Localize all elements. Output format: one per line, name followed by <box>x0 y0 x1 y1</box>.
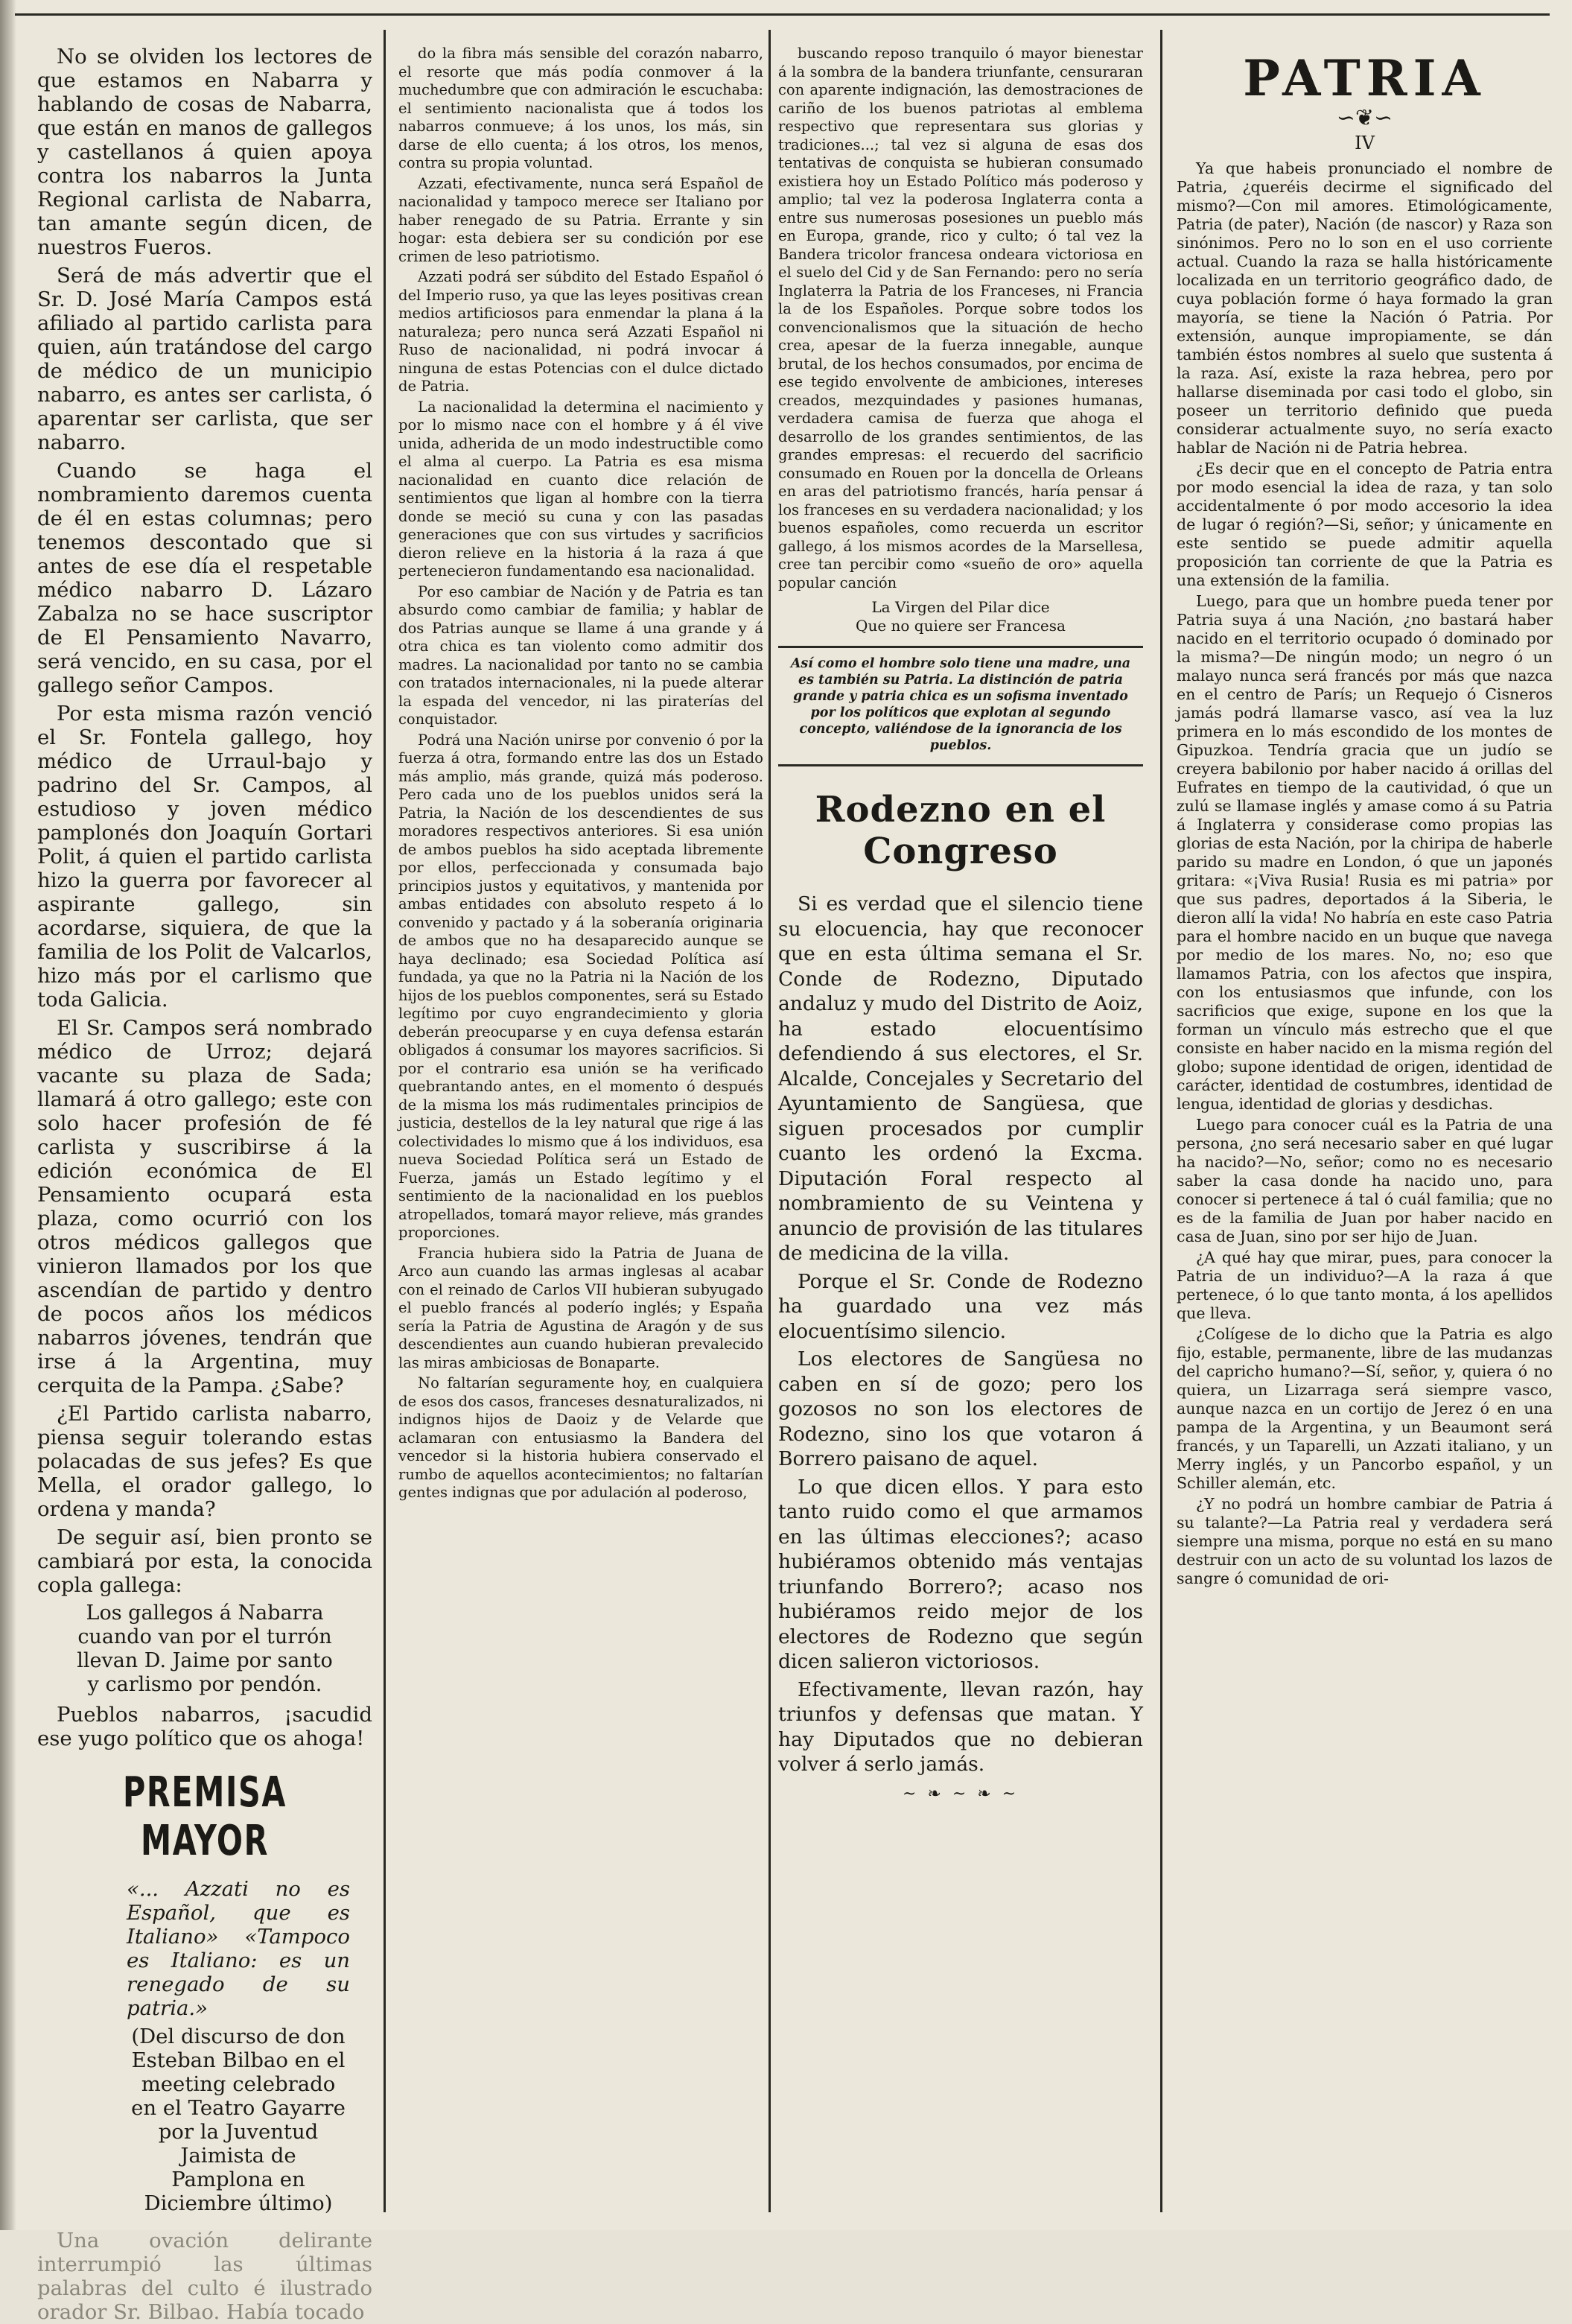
epigraph-quote: «... Azzati no es Español, que es Italiano» «Tampoco es Italiano: es un renegado de su patria.» <box>127 1877 350 2020</box>
col2-paragraph: Azzati podrá ser súbdito del Estado Español ó del Imperio ruso, ya que las leyes positivas crean medios artificiosos para enmendar la plana á la naturaleza; pero nunca será Azzati Español ni Ruso de nacionalidad, ni podrá invocar á ninguna de estas Potencias con el dulce dictado de Patria. <box>398 268 763 395</box>
rodezno-paragraph: Lo que dicen ellos. Y para esto tanto ruido como el que armamos en las últimas elecciones?; acaso hubiéramos obtenido más ventajas triunfando Borrero?; acaso nos hubiéramos reido mejor de los electores de Rodezno que según dicen salieron victoriosos. <box>778 1475 1143 1673</box>
copla-verse <box>37 1601 372 1697</box>
top-rule <box>15 13 1550 16</box>
rodezno-paragraph: Los electores de Sangüesa no caben en sí de gozo; pero los gozosos no son los electores de Rodezno, sino los que votaron á Borrero paisano de aquel. <box>778 1347 1143 1470</box>
col3-top-text <box>778 45 1143 635</box>
col4-paragraph: Ya que habeis pronunciado el nombre de Patria, ¿queréis decirme el significado del mismo?—Con mil amores. Etimológicamente, Patria (de pater), Nación (de nascor) y Raza son sinónimos. Pero no lo son en el uso corriente actual. Cuando la raza se halla históricamente localizada en un territorio geográfico dado, de cuya población forme ó haya formado la gran mayoría, se tiene la Nación ó Patria. Por extensión, aunque impropiamente, se dán también éstos nombres al suelo que sustenta á la raza. Así, existe la raza hebrea, pero por hallarse diseminada por casi todo el globo, sin poseer un territorio definido que pueda considerar actualmente suyo, no sería exacto hablar de Nación ni de Patria hebrea. <box>1177 159 1553 457</box>
quote-bottom-rule <box>778 764 1143 766</box>
col4-paragraph: ¿A qué hay que mirar, pues, para conocer la Patria de un individuo?—A la raza á que pertenece, ó lo que tanto monta, á los apellidos que lleva. <box>1177 1248 1553 1322</box>
epigraph <box>127 1877 350 2215</box>
rodezno-article <box>778 892 1143 1777</box>
col1-faded-paragraph: Una ovación delirante interrumpió las últimas palabras del culto é ilustrado orador Sr. Bilbao. Había tocado <box>37 2229 372 2324</box>
col2-paragraph: Por eso cambiar de Nación y de Patria es tan absurdo como cambiar de familia; y hablar de dos Patrias aunque se llame á una grande y á otra chica es tan violento como admitir dos madres. La nacionalidad por tanto no se cambia con tratados internacionales, ni la puede alterar la espada del vencedor, ni las piraterías del conquistador. <box>398 582 763 728</box>
verse-line: cuando van por el turrón <box>77 1625 332 1648</box>
premisa-mayor-headline: PREMISA MAYOR <box>122 1768 287 1865</box>
flourish-ornament: ∽❦∽ <box>1336 105 1393 131</box>
col4-paragraph: ¿Y no podrá un hombre cambiar de Patria á su talante?—La Patria real y verdadera será siempre una misma, porque no está en su mano destruir con un acto de su voluntad los lazos de sangre ó comunidad de ori- <box>1177 1495 1553 1587</box>
epigraph-source: (Del discurso de don Esteban Bilbao en el meeting celebrado en el Teatro Gayarre por la Juventud Jaimista de Pamplona en Diciembre último) <box>131 2025 346 2215</box>
col2-paragraph: La nacionalidad la determina el nacimiento y por lo mismo nace con el hombre y á él vive unida, adherida de un modo indestructible como el alma al cuerpo. La Patria es esa misma nacionalidad en cuanto dice relación de sentimientos que ligan al hombre con la tierra donde se meció su cuna y con las pasadas generaciones que con sus virtudes y sacrificios dieron relieve en la historia á la raza á que pertenecieron fundamentando esa nacionalidad. <box>398 398 763 580</box>
col2-paragraph: Podrá una Nación unirse por convenio ó por la fuerza á otra, formando entre las dos un Estado más amplio, más grande, quizá más poderoso. Pero cada uno de los pueblos unidos será la Patria, la Nación de los descendientes de sus moradores respectivos anteriores. Si esa unión de ambos pueblos ha sido aceptada libremente por ellos, perfeccionada y consumada bajo principios justos y equitativos, y mantenida por ambas entidades con absoluto respeto á lo convenido y pactado y á la soberanía originaria de ambos que no ha desaparecido aunque se haya declinado; esa Sociedad Política así fundada, ya que no la Patria ni la Nación de los hijos de los pueblos componentes, será su Estado legítimo por cuyo engrandecimiento y gloria deberán preocuparse y en cuya defensa estarán obligados á consumar los mayores sacrificios. Si por el contrario esa unión se ha verificado quebrantando antes, en el momento ó después de la misma los más rudimentales principios de justicia, destellos de la ley natural que rige á las colectividades lo mismo que á los individuos, esa nueva Sociedad Política será un Estado de Fuerza, jamás un Estado legítimo y el sentimiento de la nacionalidad en los pueblos atropellados, tomará mayor relieve, más grandes proporciones. <box>398 731 763 1241</box>
verse-line: La Virgen del Pilar dice <box>871 598 1050 616</box>
col1-closing: Pueblos nabarros, ¡sacudid ese yugo político que os ahoga! <box>37 1703 372 1750</box>
column-divider-3 <box>1160 30 1162 2212</box>
section-number: IV <box>1355 133 1375 153</box>
verse-line: Que no quiere ser Francesa <box>856 617 1066 635</box>
col1-paragraph: No se olviden los lectores de que estamos en Nabarra y hablando de cosas de Nabarra, que están en manos de gallegos y castellanos á quien apoya contra los nabarros la Junta Regional carlista de Nabarra, tan amante según dicen, de nuestros Fueros. <box>37 45 372 259</box>
rodezno-paragraph: Porque el Sr. Conde de Rodezno ha guardado una vez más elocuentísimo silencio. <box>778 1269 1143 1343</box>
rodezno-paragraph: Efectivamente, llevan razón, hay triunfos y defensas que matan. Y hay Diputados que no debieran volver á serlo jamás. <box>778 1677 1143 1776</box>
column-divider-1 <box>384 30 386 2212</box>
end-ornament: ~ ❧ ~ ❧ ~ <box>902 1784 1019 1803</box>
col2-paragraph: do la fibra más sensible del corazón nabarro, el resorte que más podía conmover á la muchedumbre que con admiración le escuchaba: el sentimiento nacionalista que á todos los nabarros conmueve; á los unos, los más, sin darse de ello cuenta; á los otros, los menos, contra su propia voluntad. <box>398 45 763 171</box>
verse-line: Los gallegos á Nabarra <box>86 1601 324 1625</box>
col1-paragraph: Será de más advertir que el Sr. D. José María Campos está afiliado al partido carlista para quien, aún tratándose del cargo de médico de un municipio nabarro, es antes ser carlista, ó aparentar ser carlista, que ser nabarro. <box>37 264 372 454</box>
rodezno-headline: Rodezno en el Congreso <box>815 789 1107 872</box>
column-4 <box>1177 45 1553 2227</box>
col1-paragraph: De seguir así, bien pronto se cambiará por esta, la conocida copla gallega: <box>37 1525 372 1597</box>
quote-top-rule <box>778 646 1143 648</box>
column-divider-2 <box>769 30 771 2212</box>
verse-line: llevan D. Jaime por santo <box>77 1649 333 1672</box>
col4-paragraph: Luego para conocer cuál es la Patria de una persona, ¿no será necesario saber en qué lugar ha nacido?—No, señor; como no es necesario saber la casa donde ha nacido uno, para conocer si pertenece á tal ó cuál familia; que no es de la familia de Juan por haber nacido en casa de Juan, sino por ser hijo de Juan. <box>1177 1116 1553 1245</box>
col3-paragraph: buscando reposo tranquilo ó mayor bienestar á la sombra de la bandera triunfante, censuraran con aparente indignación, las demostraciones de cariño de los buenos patriotas al emblema respectivo que representara sus glorias y tradiciones...; tal vez si alguna de esas dos tentativas de conquista se hubieran consumado existiera hoy un Estado Político más poderoso y amplio; tal vez la poderosa Inglaterra conta a entre sus numerosas posesiones un pueblo más en Europa, grande, rico y culto; ó tal vez la Bandera tricolor francesa ondeara victoriosa en el suelo del Cid y de San Fernando: pero no sería Inglaterra la Patria de los Franceses, ni Francia la de los Españoles. Porque sobre todos los convencionalismos que la situación de hecho crea, apesar de la fuerza innegable, aunque brutal, de los hechos consumados, por encima de ese tegido envolvente de ambiciones, intereses creados, mezquindades y pasiones humanas, verdadera camisa de fuerza que ahoga el desarrollo de los grandes sentimientos, de las grandes empresas: el recuerdo del sacrificio consumado en Rouen por la doncella de Orleans en aras del patriotismo francés, haría pensar á los franceses en su verdadera nacionalidad; y los buenos españoles, como recuerda un escritor gallego, á los mismos acordes de la Marsellesa, cree tan percibir como «sueño de oro» aquella popular canción <box>778 45 1143 591</box>
column-1 <box>37 45 372 2324</box>
col1-paragraph: Cuando se haga el nombramiento daremos cuenta de él en estas columnas; pero tenemos descontado que si antes de ese día el respetable médico nabarro D. Lázaro Zabalza no se hace suscriptor de El Pensamiento Navarro, será vencido, en su casa, por el gallego señor Campos. <box>37 459 372 697</box>
verse-line: y carlismo por pendón. <box>87 1673 322 1696</box>
column-2 <box>398 45 763 2220</box>
col2-paragraph: No faltarían seguramente hoy, en cualquiera de esos dos casos, franceses desnaturalizados, ni indignos hijos de Daoiz y de Velarde que aclamaran con entusiasmo la Bandera del vencedor si la historia hubiera conservado el rumbo de aquellos acontecimientos; no faltarían gentes indignas que por adulación al poderoso, <box>398 1374 763 1501</box>
col2-paragraph: Azzati, efectivamente, nunca será Español de nacionalidad y tampoco merece ser Italiano por haber renegado de su Patria. Errante y sin hogar: esta debiera ser su condición por ese crimen de leso patriotismo. <box>398 174 763 265</box>
col4-paragraph: ¿Colígese de lo dicho que la Patria es algo fijo, estable, permanente, libre de las mudanzas del capricho humano?—Sí, señor, y, quiera ó no quiera, un Lizarraga será siempre vasco, aunque nazca en un cortijo de Jerez ó en una pampa de la Argentina, y un Beaumont será francés, y un Taparelli, un Azzati italiano, y un Merry inglés, y un Pancorbo español, y un Schiller alemán, etc. <box>1177 1325 1553 1492</box>
col4-paragraph: ¿Es decir que en el concepto de Patria entra por modo esencial la idea de raza, y tan solo accidentalmente ó por modo accesorio la idea de lugar ó región?—Si, señor; y únicamente en este sentido se puede admitir aquella proposición tan corriente de que la Patria es una extensión de la familia. <box>1177 460 1553 589</box>
col1-paragraph: Por esta misma razón venció el Sr. Fontela gallego, hoy médico de Urraul-bajo y padrino del Sr. Campos, al estudioso y joven médico pamplonés don Joaquín Gortari Polit, á quien el partido carlista hizo la guerra por favorecer al aspirante gallego, sin acordarse, siquiera, de que la familia de los Polit de Valcarlos, hizo más por el carlismo que toda Galicia. <box>37 702 372 1012</box>
rodezno-paragraph: Si es verdad que el silencio tiene su elocuencia, hay que reconocer que en esta última semana el Sr. Conde de Rodezno, Diputado andaluz y mudo del Distrito de Aoiz, ha estado elocuentísimo defendiendo á sus electores, el Sr. Alcalde, Concejales y Secretario del Ayuntamiento de Sangüesa, que siguen procesados por cumplir cuanto les ordenó la Excma. Diputación Foral respecto al nombramiento de su Veintena y anuncio de provisión de las titulares de medicina de la villa. <box>778 892 1143 1265</box>
patria-quote: Así como el hombre solo tiene una madre, una es también su Patria. La distinción de patria grande y patria chica es un sofisma inventado por los políticos que explotan al segundo concepto, valiéndose de la ignorancia de los pueblos. <box>790 656 1131 753</box>
patria-headline: PATRIA <box>1243 49 1486 107</box>
col1-paragraph: ¿El Partido carlista nabarro, piensa seguir tolerando estas polacadas de sus jefes? Es que Mella, el orador gallego, lo ordena y manda? <box>37 1402 372 1521</box>
page-binding-edge <box>0 0 16 2230</box>
col4-paragraph: Luego, para que un hombre pueda tener por Patria suya á una Nación, ¿no bastará haber nacido en el territorio ocupado ó dominado por la misma?—De ningún modo; un negro ó un malayo nunca será francés por más que nazca en el centro de París; un Requejo ó Cisneros jamás podrá llamarse vasco, así vea la luz primera en lo más escondido de los montes de Gipuzkoa. Tendría gracia que un judío se creyera babilonio por haber nacido á orillas del Eufrates en tiempo de la cautividad, ó que un zulú se llamase inglés y amase como á su Patria á Inglaterra y considerase como propias las glorias de esta Nación, por la chiripa de haberle parido su madre en London, ó que un japonés gritara: «¡Viva Rusia! Rusia es mi patria» por que sus padres, deportados á la Siberia, le dieron allí la vida! No habría en este caso Patria para el hombre nacido en un buque que navega por medio de los mares. No, no; eso que llamamos Patria, con los afectos que inspira, con los entusiasmos que infunde, con los sacrificios que exige, supone en los que la forman un vínculo más estrecho que el que consiste en haber nacido en la misma región del globo; supone identidad de origen, identidad de carácter, identidad de costumbres, identidad de lengua, identidad de glorias y desdichas. <box>1177 592 1553 1113</box>
col2-paragraph: Francia hubiera sido la Patria de Juana de Arco aun cuando las armas inglesas al acabar con el reinado de Carlos VII hubieran subyugado el pueblo francés al poderío inglés; y España sería la Patria de Agustina de Aragón y de sus descendientes aun cuando hubieran prevalecido las miras ambiciosas de Bonaparte. <box>398 1244 763 1371</box>
col3-verse <box>778 598 1143 635</box>
col1-paragraph: El Sr. Campos será nombrado médico de Urroz; dejará vacante su plaza de Sada; llamará á otro gallego; este con solo hacer profesión de fé carlista y suscribirse á la edición económica de El Pensamiento ocupará esta plaza, como ocurrió con los otros médicos gallegos que vinieron llamados por los que ascendían de partido y dentro de pocos años los médicos nabarros jóvenes, tendrán que irse á la Argentina, muy cerquita de la Pampa. ¿Sabe? <box>37 1016 372 1397</box>
column-3 <box>778 45 1143 2220</box>
